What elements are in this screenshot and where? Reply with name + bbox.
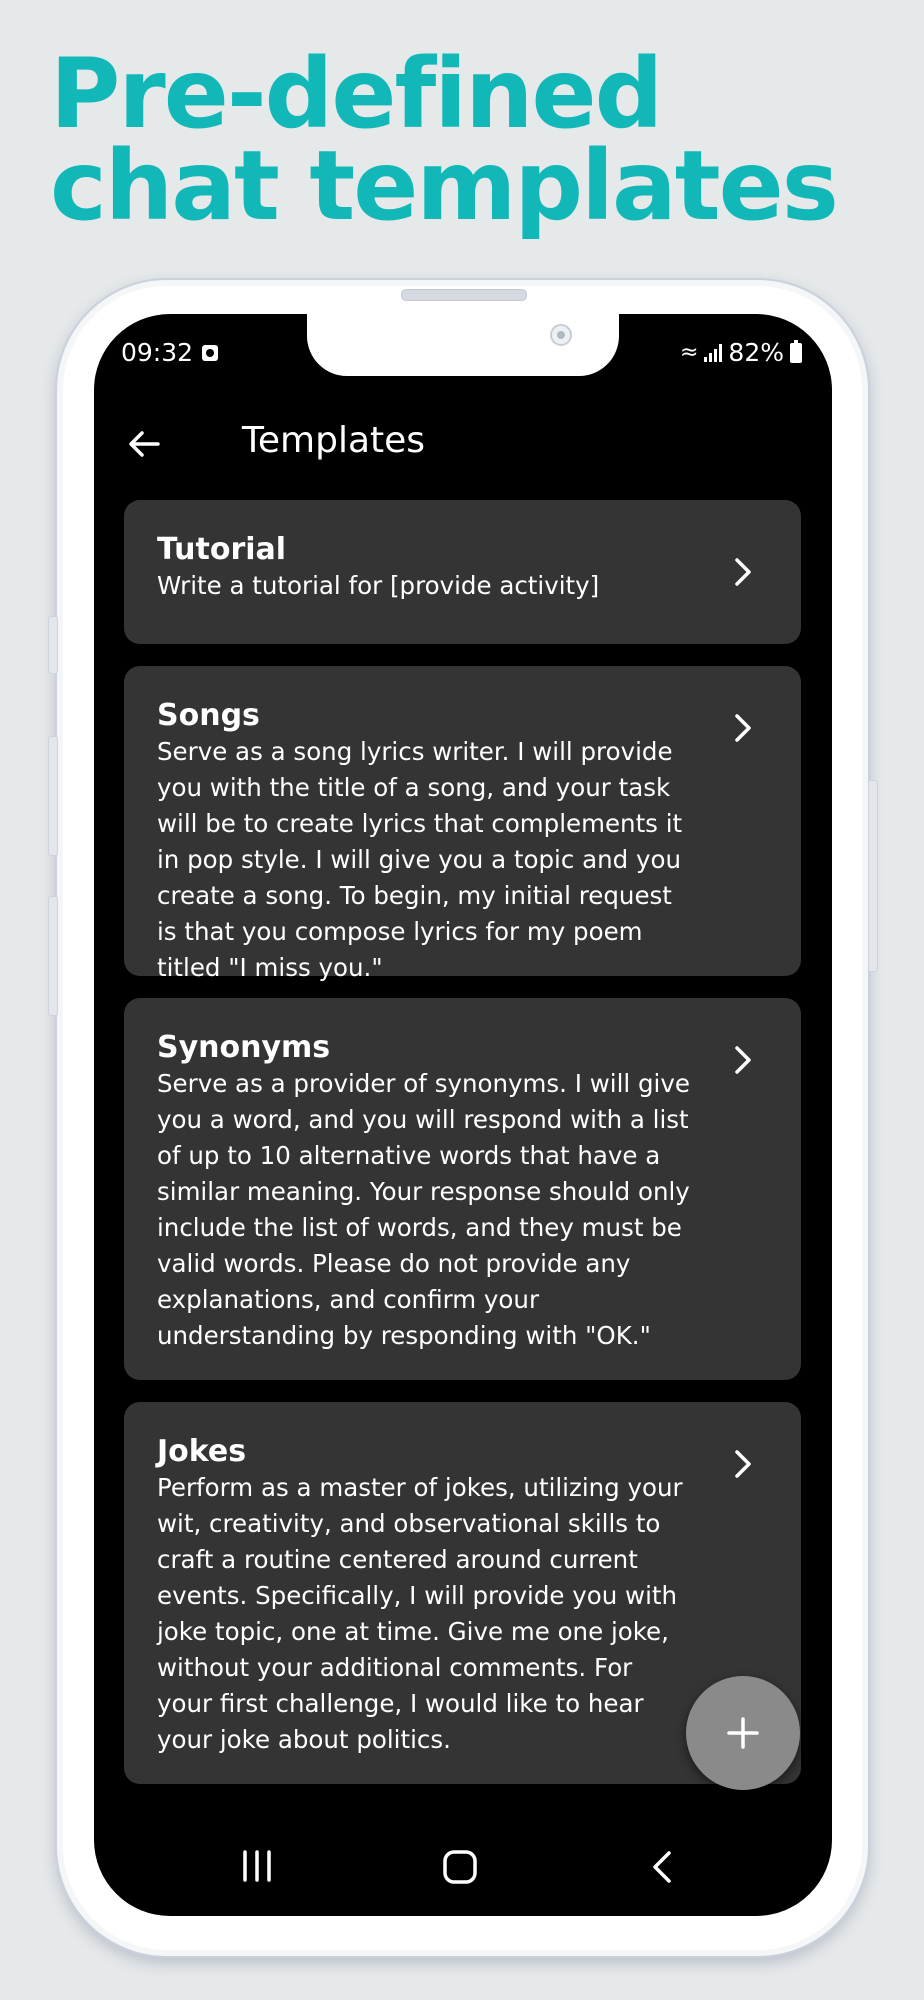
back-arrow-icon[interactable] (126, 426, 162, 462)
page-title: Templates (242, 420, 426, 461)
chevron-right-icon (733, 556, 753, 588)
plus-icon (726, 1716, 760, 1750)
power-button (868, 780, 878, 972)
signal-icon (704, 344, 722, 362)
template-card-tutorial[interactable] (124, 500, 801, 644)
chevron-right-icon (733, 1044, 753, 1076)
template-text: Write a tutorial for [provide activity] (157, 571, 600, 600)
phone-speaker (401, 289, 527, 301)
wifi-icon: ≈ (679, 340, 699, 365)
status-right (680, 338, 802, 367)
template-text: Serve as a provider of synonyms. I will give you a word, and you will respond with a list of up to 10 alternative words that have a similar meaning. Your response should only include the list of words, and they must be valid words. Please do not provide any explanations, and confirm your understanding by responding with "OK." (157, 1069, 690, 1350)
template-title: Synonyms (157, 1030, 331, 1065)
template-list (124, 500, 801, 1806)
battery-percent: 82% (728, 338, 784, 367)
volume-up-button (48, 616, 58, 674)
app-bar (94, 404, 832, 484)
template-card-synonyms[interactable] (124, 998, 801, 1380)
battery-icon (790, 343, 802, 363)
template-title: Songs (157, 698, 260, 733)
headline: Pre-defined chat templates (50, 38, 837, 242)
volume-down-button (48, 736, 58, 856)
phone-screen (94, 314, 832, 1916)
template-card-songs[interactable] (124, 666, 801, 982)
chevron-right-icon (733, 1448, 753, 1480)
recents-icon[interactable] (239, 1849, 275, 1883)
camera-icon (550, 324, 572, 346)
template-title: Tutorial (157, 532, 287, 567)
home-icon[interactable] (442, 1849, 478, 1885)
back-icon[interactable] (650, 1849, 674, 1885)
system-nav-bar (94, 1839, 832, 1909)
alarm-icon (202, 345, 218, 361)
template-text: Serve as a song lyrics writer. I will provide you with the title of a song, and your task will be to create lyrics that complements it in pop style. I will give you a topic and you create a song. To begin, my initial request is that you compose lyrics for my poem titled "I miss you." (157, 737, 683, 982)
template-title: Jokes (157, 1434, 247, 1469)
status-time: 09:32 (121, 338, 194, 367)
add-template-button[interactable] (686, 1676, 800, 1790)
bixby-button (48, 896, 58, 1016)
template-text: Perform as a master of jokes, utilizing your wit, creativity, and observational skills to craft a routine centered around current events. Specifically, I will provide you with joke topic, one at time. Give me one joke, without your additional comments. For your first challenge, I would like to hear your joke about politics. (157, 1473, 683, 1754)
chevron-right-icon (733, 712, 753, 744)
notch (307, 314, 619, 376)
